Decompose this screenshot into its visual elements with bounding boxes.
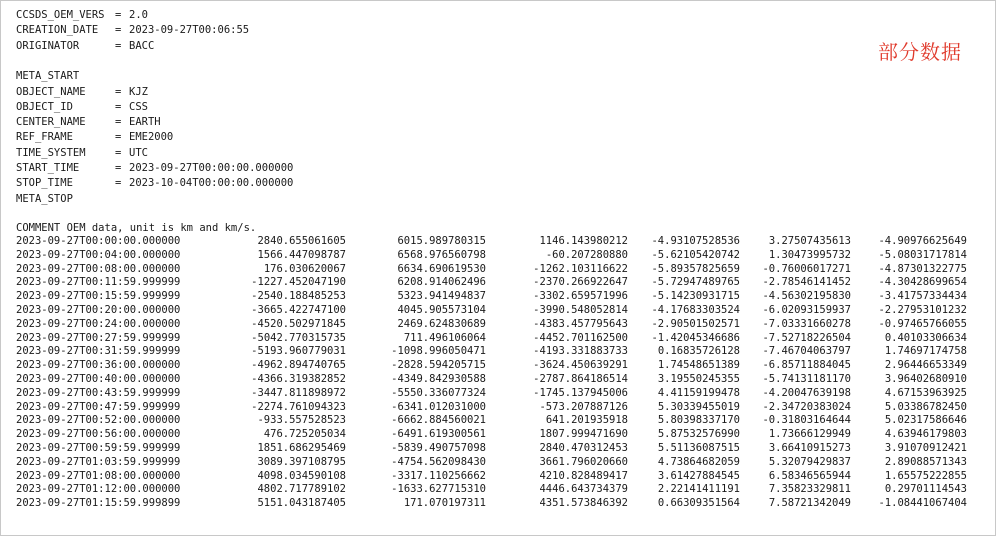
data-row — [16, 276, 986, 289]
header-equals: = — [115, 131, 122, 144]
cell-x: -2540.188485253 — [251, 290, 346, 303]
cell-vz: 1.65575222855 — [884, 469, 967, 482]
data-row — [16, 401, 986, 414]
cell-vy: -4.56302195830 — [762, 290, 851, 303]
cell-x: -1227.452047190 — [251, 276, 346, 289]
watermark-label: 部分数据 — [878, 40, 962, 64]
header-line — [16, 69, 115, 84]
cell-vx: 5.30339455019 — [657, 400, 740, 413]
cell-vx: -5.72947489765 — [651, 276, 740, 289]
cell-y: -6491.619300561 — [391, 428, 486, 441]
cell-epoch: 2023-09-27T00:04:00.000000 — [16, 248, 181, 261]
cell-y: -1098.996050471 — [391, 345, 486, 358]
cell-vy: 3.66410915273 — [768, 442, 851, 454]
cell-epoch: 2023-09-27T01:15:59.999899 — [16, 497, 181, 510]
cell-vy: 7.58721342049 — [768, 497, 851, 510]
cell-vx: 3.19550245355 — [657, 373, 740, 385]
cell-y: 6634.690619530 — [397, 262, 486, 275]
cell-vx: -2.90501502571 — [651, 317, 740, 330]
cell-vx: 0.66309351564 — [657, 497, 740, 510]
cell-epoch: 2023-09-27T00:08:00.000000 — [16, 262, 181, 275]
data-row — [16, 470, 986, 483]
cell-epoch: 2023-09-27T00:24:00.000000 — [16, 317, 181, 330]
cell-x: -933.557528523 — [257, 414, 346, 427]
cell-epoch: 2023-09-27T00:15:59.999999 — [16, 290, 181, 303]
cell-z: -3624.450639291 — [533, 359, 628, 372]
header-key: CCSDS_OEM_VERS — [16, 9, 105, 21]
cell-vz: 0.40103306634 — [884, 331, 967, 344]
cell-epoch: 2023-09-27T00:00:00.000000 — [16, 235, 181, 247]
cell-x: 4802.717789102 — [257, 483, 346, 496]
cell-y: 6015.989780315 — [397, 235, 486, 247]
cell-vz: 2.89088571343 — [884, 455, 967, 468]
cell-epoch: 2023-09-27T01:12:00.000000 — [16, 483, 181, 496]
cell-vz: -4.87301322775 — [878, 262, 967, 275]
cell-vx: 5.51136087515 — [657, 442, 740, 454]
header-key: ORIGINATOR — [16, 39, 80, 52]
cell-vx: -4.93107528536 — [651, 235, 740, 247]
cell-z: 4210.828489417 — [539, 469, 628, 482]
cell-vx: 4.41159199478 — [657, 386, 740, 399]
cell-vz: 5.03386782450 — [884, 400, 967, 413]
header-value: UTC — [129, 146, 148, 159]
cell-vz: 4.63946179803 — [884, 428, 967, 441]
cell-vy: -6.02093159937 — [762, 304, 851, 316]
cell-y: 2469.624830689 — [397, 317, 486, 330]
data-row — [16, 373, 986, 386]
cell-vy: 1.30473995732 — [768, 248, 851, 261]
cell-vy: -7.46704063797 — [762, 345, 851, 358]
cell-vz: -4.30428699654 — [878, 276, 967, 289]
header-equals: = — [115, 85, 122, 98]
cell-z: -4383.457795643 — [533, 317, 628, 330]
cell-z: -2787.864186514 — [533, 373, 628, 385]
cell-vx: 3.61427884545 — [657, 469, 740, 482]
data-row — [16, 290, 986, 303]
cell-x: -3447.811898972 — [251, 386, 346, 399]
header-equals: = — [115, 9, 122, 21]
cell-z: 2840.470312453 — [539, 442, 628, 454]
header-key: REF_FRAME — [16, 131, 73, 144]
cell-vz: 2.96446653349 — [884, 359, 967, 372]
header-line — [16, 23, 249, 38]
header-line — [16, 39, 154, 54]
cell-z: 4351.573846392 — [539, 497, 628, 510]
cell-vy: 5.32079429837 — [768, 455, 851, 468]
cell-vy: -6.85711884045 — [762, 359, 851, 372]
cell-vy: -7.03331660278 — [762, 317, 851, 330]
header-value: EARTH — [129, 116, 161, 129]
cell-z: -1262.103116622 — [533, 262, 628, 275]
header-value: KJZ — [129, 85, 148, 98]
cell-x: -3665.422747100 — [251, 304, 346, 316]
cell-y: -4349.842930588 — [391, 373, 486, 385]
cell-vz: 0.29701114543 — [884, 483, 967, 496]
cell-vy: 6.58346565944 — [768, 469, 851, 482]
cell-vy: -7.52718226504 — [762, 331, 851, 344]
cell-vz: -1.08441067404 — [878, 497, 967, 510]
header-equals: = — [115, 24, 122, 37]
data-row — [16, 414, 986, 427]
header-line — [16, 146, 148, 161]
header-key: START_TIME — [16, 162, 80, 174]
data-row — [16, 304, 986, 317]
comment-line: COMMENT OEM data, unit is km and km/s. — [16, 222, 257, 234]
cell-z: -3990.548052814 — [533, 304, 628, 316]
cell-vx: 5.87532576990 — [657, 428, 740, 441]
cell-vz: 3.91070912421 — [884, 442, 967, 454]
cell-epoch: 2023-09-27T00:20:00.000000 — [16, 304, 181, 316]
cell-y: -2828.594205715 — [391, 359, 486, 372]
cell-z: -1745.137945006 — [533, 386, 628, 399]
cell-vx: -5.14230931715 — [651, 290, 740, 303]
data-row — [16, 345, 986, 358]
header-key: STOP_TIME — [16, 177, 73, 190]
cell-x: -5042.770315735 — [251, 331, 346, 344]
header-key: META_STOP — [16, 192, 73, 205]
cell-y: -6662.884560021 — [391, 414, 486, 427]
cell-z: -4193.331883733 — [533, 345, 628, 358]
cell-epoch: 2023-09-27T00:56:00.000000 — [16, 428, 181, 441]
cell-x: 4098.034590108 — [257, 469, 346, 482]
header-value: 2023-09-27T00:06:55 — [129, 24, 250, 37]
cell-vz: 1.74697174758 — [884, 345, 967, 358]
data-row — [16, 235, 986, 248]
header-line — [16, 161, 293, 176]
cell-vz: -0.97465766055 — [878, 317, 967, 330]
cell-epoch: 2023-09-27T00:40:00.000000 — [16, 373, 181, 385]
cell-vy: -2.78546141452 — [762, 276, 851, 289]
data-row — [16, 497, 986, 510]
cell-x: -2274.761094323 — [251, 400, 346, 413]
cell-z: 3661.796020660 — [539, 455, 628, 468]
header-equals: = — [115, 146, 122, 159]
header-equals: = — [115, 177, 122, 190]
header-value: CSS — [129, 100, 148, 113]
header-equals: = — [115, 39, 122, 52]
cell-x: 2840.655061605 — [257, 235, 346, 247]
cell-z: 641.201935918 — [545, 414, 628, 427]
header-value: 2023-09-27T00:00:00.000000 — [129, 162, 294, 174]
cell-y: 5323.941494837 — [397, 290, 486, 303]
cell-y: 171.070197311 — [403, 497, 486, 510]
cell-y: -3317.110256662 — [391, 469, 486, 482]
cell-z: -60.207280880 — [545, 248, 628, 261]
cell-vy: -2.34720383024 — [762, 400, 851, 413]
cell-vx: 5.80398337170 — [657, 414, 740, 427]
cell-z: -3302.659571996 — [533, 290, 628, 303]
cell-epoch: 2023-09-27T00:47:59.999999 — [16, 400, 181, 413]
data-row — [16, 442, 986, 455]
data-row — [16, 428, 986, 441]
header-line — [16, 192, 115, 207]
cell-y: -6341.012031000 — [391, 400, 486, 413]
header-line — [16, 130, 173, 145]
header-value: 2023-10-04T00:00:00.000000 — [129, 177, 294, 190]
cell-y: -5839.490757098 — [391, 442, 486, 454]
cell-vy: -0.76006017271 — [762, 262, 851, 275]
header-line — [16, 100, 148, 115]
data-row — [16, 332, 986, 345]
cell-x: 5151.043187405 — [257, 497, 346, 510]
cell-vx: -4.17683303524 — [651, 304, 740, 316]
cell-z: -573.207887126 — [539, 400, 628, 413]
cell-x: -5193.960779031 — [251, 345, 346, 358]
cell-y: -1633.627715310 — [391, 483, 486, 496]
cell-epoch: 2023-09-27T00:31:59.999999 — [16, 345, 181, 358]
cell-vx: 4.73864682059 — [657, 455, 740, 468]
cell-vy: 1.73666129949 — [768, 428, 851, 441]
cell-epoch: 2023-09-27T00:59:59.999999 — [16, 442, 181, 454]
header-line — [16, 8, 148, 23]
header-key: CREATION_DATE — [16, 24, 99, 37]
cell-z: -4452.701162500 — [533, 331, 628, 344]
cell-y: -4754.562098430 — [391, 455, 486, 468]
cell-epoch: 2023-09-27T00:43:59.999999 — [16, 386, 181, 399]
data-row — [16, 359, 986, 372]
header-value: EME2000 — [129, 131, 174, 144]
cell-x: 1566.447098787 — [257, 248, 346, 261]
cell-vz: 3.96402680910 — [884, 373, 967, 385]
cell-x: 476.725205034 — [263, 428, 346, 441]
cell-vz: -3.41757334434 — [878, 290, 967, 303]
cell-epoch: 2023-09-27T00:27:59.999999 — [16, 331, 181, 344]
cell-y: 6568.976560798 — [397, 248, 486, 261]
cell-vy: -4.20047639198 — [762, 386, 851, 399]
cell-vy: 3.27507435613 — [768, 235, 851, 247]
header-key: OBJECT_NAME — [16, 85, 86, 98]
data-row — [16, 249, 986, 262]
cell-epoch: 2023-09-27T00:11:59.999999 — [16, 276, 181, 289]
cell-z: 1146.143980212 — [539, 235, 628, 247]
data-row — [16, 456, 986, 469]
cell-vy: -0.31803164644 — [762, 414, 851, 427]
header-equals: = — [115, 100, 122, 113]
data-row — [16, 483, 986, 496]
cell-epoch: 2023-09-27T01:08:00.000000 — [16, 469, 181, 482]
cell-vy: 7.35823329811 — [768, 483, 851, 496]
cell-epoch: 2023-09-27T00:52:00.000000 — [16, 414, 181, 427]
header-equals: = — [115, 116, 122, 129]
cell-z: 1807.999471690 — [539, 428, 628, 441]
cell-epoch: 2023-09-27T00:36:00.000000 — [16, 359, 181, 372]
cell-y: -5550.336077324 — [391, 386, 486, 399]
cell-vx: 2.22141411191 — [657, 483, 740, 496]
cell-x: 1851.686295469 — [257, 442, 346, 454]
data-row — [16, 318, 986, 331]
header-line — [16, 115, 161, 130]
header-equals: = — [115, 162, 122, 174]
cell-x: -4366.319382852 — [251, 373, 346, 385]
cell-epoch: 2023-09-27T01:03:59.999999 — [16, 455, 181, 468]
cell-z: 4446.643734379 — [539, 483, 628, 496]
cell-vz: -2.27953101232 — [878, 304, 967, 316]
header-key: TIME_SYSTEM — [16, 146, 86, 159]
data-row — [16, 387, 986, 400]
cell-y: 711.496106064 — [403, 331, 486, 344]
cell-x: -4962.894740765 — [251, 359, 346, 372]
data-row — [16, 263, 986, 276]
cell-y: 6208.914062496 — [397, 276, 486, 289]
cell-vx: -5.89357825659 — [651, 262, 740, 275]
cell-x: 176.030620067 — [263, 262, 346, 275]
cell-x: -4520.502971845 — [251, 317, 346, 330]
header-key: CENTER_NAME — [16, 116, 86, 129]
cell-vx: 1.74548651389 — [657, 359, 740, 372]
header-value: 2.0 — [129, 9, 148, 21]
cell-vz: 5.02317586646 — [884, 414, 967, 427]
header-line — [16, 85, 148, 100]
header-key: OBJECT_ID — [16, 100, 73, 113]
cell-z: -2370.266922647 — [533, 276, 628, 289]
cell-vy: -5.74131181170 — [762, 373, 851, 385]
cell-vz: 4.67153963925 — [884, 386, 967, 399]
header-value: BACC — [129, 39, 155, 52]
cell-vx: 0.16835726128 — [657, 345, 740, 358]
cell-y: 4045.905573104 — [397, 304, 486, 316]
header-line — [16, 176, 293, 191]
cell-vx: -5.62105420742 — [651, 248, 740, 261]
header-key: META_START — [16, 70, 80, 83]
cell-x: 3089.397108795 — [257, 455, 346, 468]
cell-vx: -1.42045346686 — [651, 331, 740, 344]
header-line — [16, 54, 115, 69]
cell-vz: -4.90976625649 — [878, 235, 967, 247]
cell-vz: -5.08031717814 — [878, 248, 967, 261]
